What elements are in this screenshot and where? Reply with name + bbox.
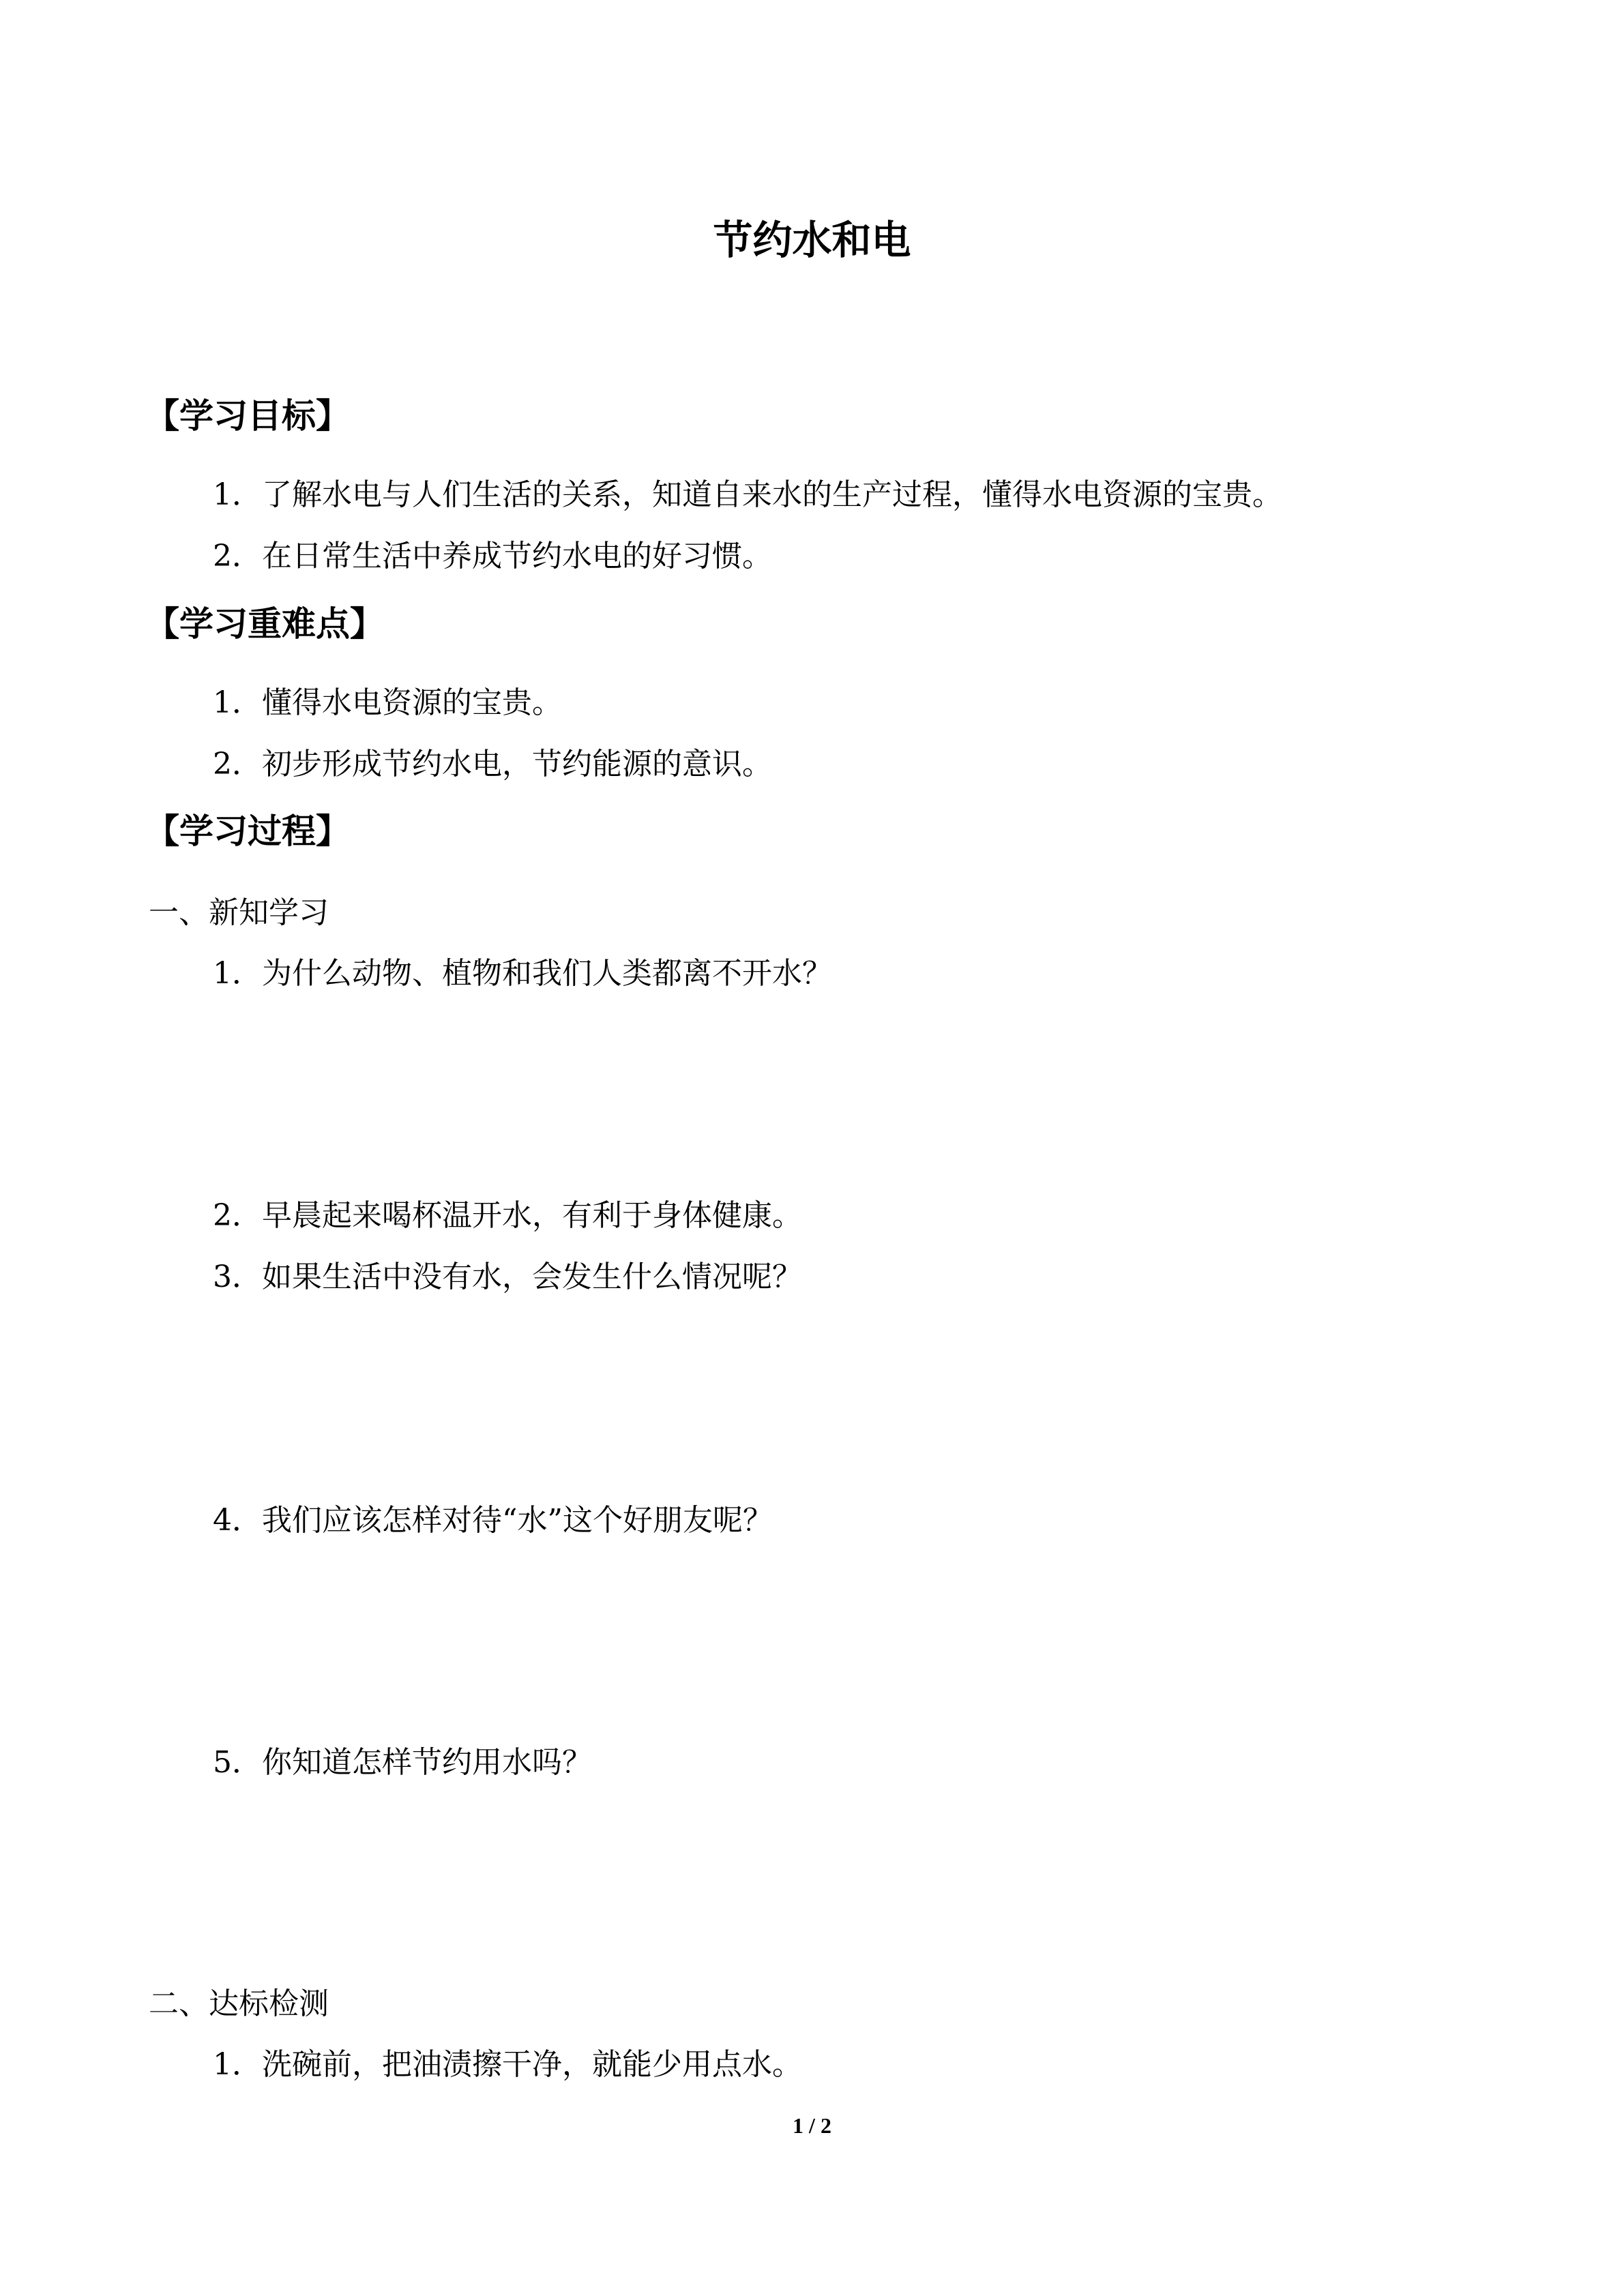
- section-new-knowledge: 一、新知学习: [149, 895, 329, 930]
- objective-item-2: 2．在日常生活中养成节约水电的好习惯。: [213, 539, 772, 573]
- objective-item-1: 1．了解水电与人们生活的关系，知道自来水的生产过程，懂得水电资源的宝贵。: [213, 477, 1282, 512]
- section-assessment: 二、达标检测: [149, 1986, 329, 2021]
- key-points-heading: 【学习重难点】: [145, 604, 384, 644]
- key-point-item-2: 2．初步形成节约水电，节约能源的意识。: [213, 747, 772, 781]
- assessment-question-1: 1．洗碗前，把油渍擦干净，就能少用点水。: [213, 2047, 802, 2082]
- process-heading: 【学习过程】: [145, 811, 350, 851]
- objectives-heading: 【学习目标】: [145, 396, 350, 436]
- question-5: 5．你知道怎样节约用水吗？: [213, 1745, 592, 1780]
- question-4: 4．我们应该怎样对待“水”这个好朋友呢？: [213, 1503, 773, 1538]
- question-1: 1．为什么动物、植物和我们人类都离不开水？: [213, 956, 832, 991]
- page-number: 1 / 2: [793, 2113, 831, 2138]
- question-2: 2．早晨起来喝杯温开水，有利于身体健康。: [213, 1198, 802, 1233]
- question-3: 3．如果生活中没有水，会发生什么情况呢？: [213, 1259, 802, 1294]
- document-title: 节约水和电: [713, 217, 911, 263]
- key-point-item-1: 1．懂得水电资源的宝贵。: [213, 685, 562, 720]
